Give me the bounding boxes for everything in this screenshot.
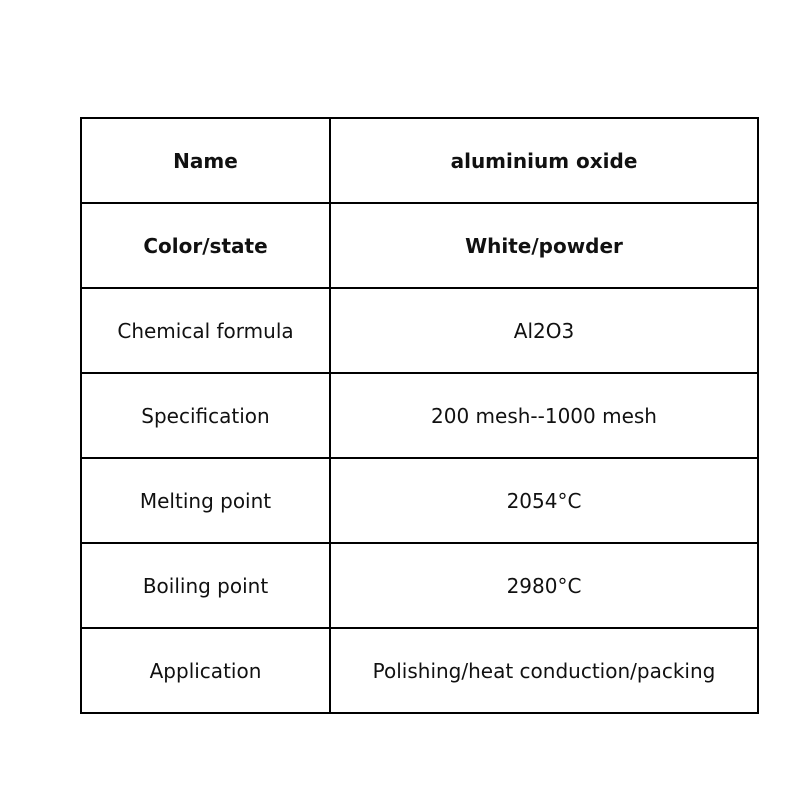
value-cell: White/powder (330, 203, 758, 288)
value-cell: Al2O3 (330, 288, 758, 373)
value-cell: 200 mesh--1000 mesh (330, 373, 758, 458)
table-row-melting-point (81, 458, 758, 543)
label-cell: Melting point (81, 458, 330, 543)
table-row-specification (81, 373, 758, 458)
label-cell: Boiling point (81, 543, 330, 628)
value-cell: 2054°C (330, 458, 758, 543)
value-cell: Polishing/heat conduction/packing (330, 628, 758, 713)
value-cell: aluminium oxide (330, 118, 758, 203)
label-cell: Specification (81, 373, 330, 458)
label-cell: Chemical formula (81, 288, 330, 373)
table-row-application (81, 628, 758, 713)
table-row-boiling-point (81, 543, 758, 628)
label-cell: Name (81, 118, 330, 203)
label-cell: Color/state (81, 203, 330, 288)
table-row-name (81, 118, 758, 203)
table-row-chemical-formula (81, 288, 758, 373)
value-cell: 2980°C (330, 543, 758, 628)
spec-table (80, 117, 759, 714)
label-cell: Application (81, 628, 330, 713)
table-row-color-state (81, 203, 758, 288)
